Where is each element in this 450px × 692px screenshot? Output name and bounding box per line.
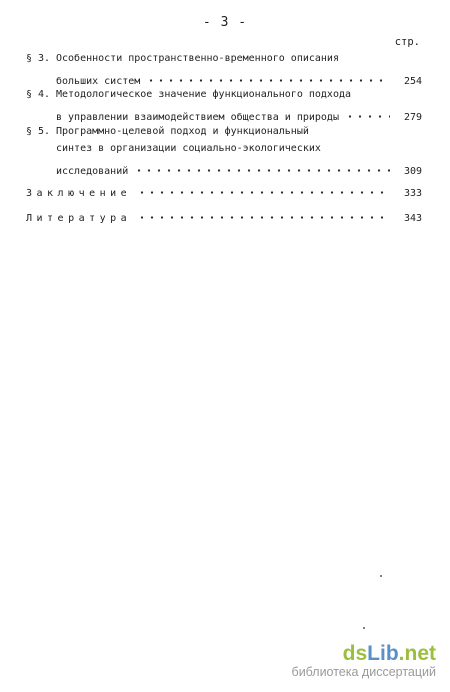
toc-entry-title-line: в управлении взаимодействием общества и природы: [56, 112, 339, 123]
toc-entry-number: § 5.: [26, 126, 51, 137]
dot-leader: [345, 103, 390, 120]
toc-entry-conclusion: [26, 179, 422, 202]
toc-entry-title: Литература: [26, 213, 132, 224]
toc-entry-number: § 3.: [26, 53, 51, 64]
page-number: - 3 -: [202, 15, 248, 30]
toc-entry-page: 333: [403, 188, 422, 199]
toc-entry-title: Заключение: [26, 188, 132, 199]
scan-speck: [363, 627, 365, 629]
watermark-logo: [292, 643, 436, 680]
toc-entry-page: 279: [403, 112, 422, 123]
toc-entry-title-line: больших систем: [56, 76, 141, 87]
dot-leader: [134, 157, 390, 174]
toc-entry-title-line: синтез в организации социально-экологических: [56, 143, 321, 154]
dot-leader: [137, 204, 390, 221]
dot-leader: [146, 67, 390, 84]
toc-entry-page: 309: [403, 166, 422, 177]
toc-entry-title-line: Методологическое значение функционального подхода: [56, 89, 352, 100]
watermark-brand: dsLib.net: [342, 642, 436, 665]
toc-entry-literature: [26, 204, 422, 227]
scan-speck: [380, 575, 382, 577]
toc-entry-title-line: исследований: [56, 166, 129, 177]
watermark-tagline: библиотека диссертаций: [291, 665, 436, 679]
toc-entry-section-4: [26, 86, 422, 123]
toc-entry-section-3: [26, 50, 422, 87]
toc-entry-number: § 4.: [26, 89, 51, 100]
toc-entry-title-line: Особенности пространственно-временного описания: [56, 53, 339, 64]
page-column-header: стр.: [394, 36, 420, 48]
toc-entry-page: 343: [403, 213, 422, 224]
toc-entry-page: 254: [403, 76, 422, 87]
toc-entry-title-line: Программно-целевой подход и функциональный: [56, 126, 309, 137]
dot-leader: [137, 179, 390, 196]
toc-entry-section-5: [26, 123, 422, 177]
